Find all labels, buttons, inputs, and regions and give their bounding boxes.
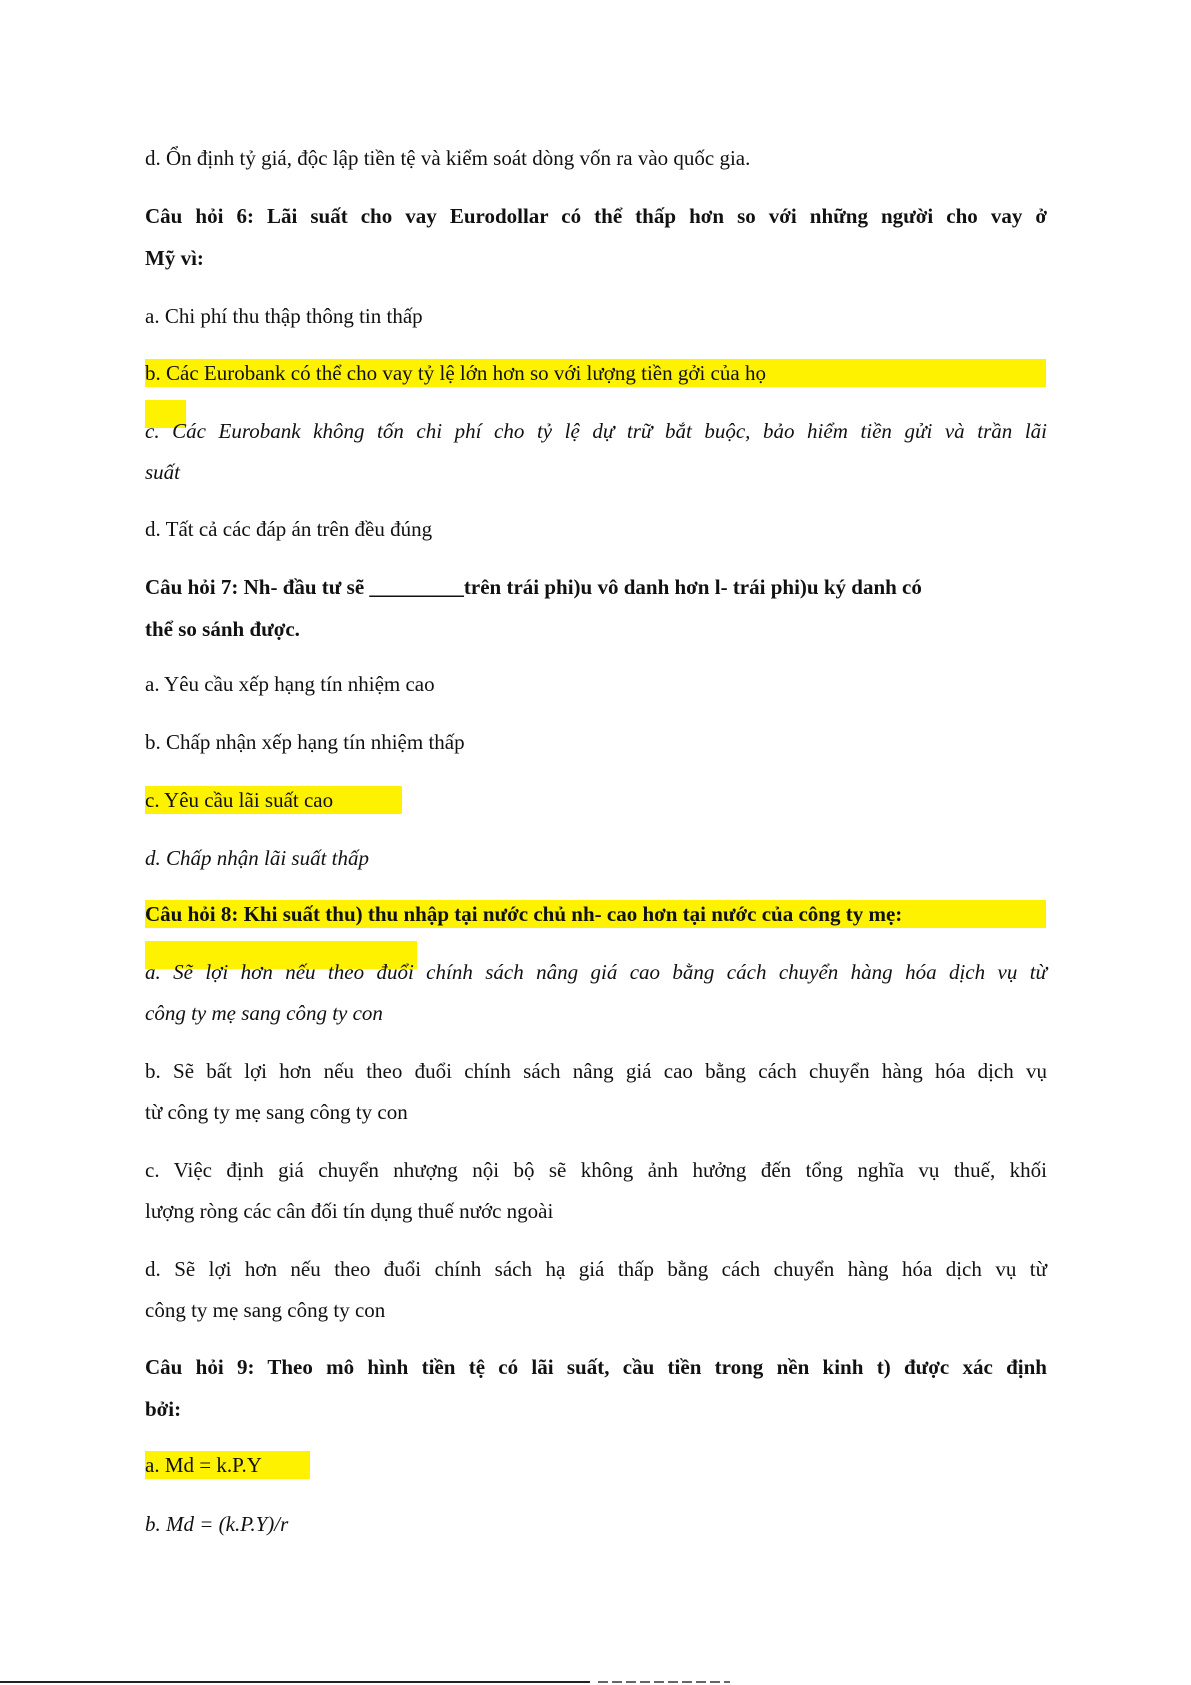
- q6-option-c-line-1: c. Các Eurobank không tốn chi phí cho tỷ lệ dự trữ bắt buộc, bảo hiểm tiền gửi và trần lãi: [145, 419, 1047, 443]
- footer-rule: [0, 1681, 590, 1683]
- q9-option-b: b. Md = (k.P.Y)/r: [145, 1512, 289, 1536]
- q9-question-line-1: Câu hỏi 9: Theo mô hình tiền tệ có lãi suất, cầu tiền trong nền kinh t) được xác định: [145, 1355, 1047, 1379]
- q9-question-line-2: bởi:: [145, 1397, 182, 1421]
- q7-option-d: d. Chấp nhận lãi suất thấp: [145, 846, 370, 870]
- q6-question-line-1: Câu hỏi 6: Lãi suất cho vay Eurodollar có thể thấp hơn so với những người cho vay ở: [145, 204, 1047, 228]
- q8-option-d-line-1: d. Sẽ lợi hơn nếu theo đuổi chính sách hạ giá thấp bằng cách chuyển hàng hóa dịch vụ từ: [145, 1257, 1047, 1281]
- q7-option-b: b. Chấp nhận xếp hạng tín nhiệm thấp: [145, 730, 465, 754]
- q7-question-line-1: Câu hỏi 7: Nh- đầu tư sẽ _________trên trái phi)u vô danh hơn l- trái phi)u ký danh có: [145, 575, 922, 599]
- q8-option-d-line-2: công ty mẹ sang công ty con: [145, 1298, 386, 1322]
- q6-option-c-line-2: suất: [145, 460, 181, 484]
- q8-option-c-line-2: lượng ròng các cân đối tín dụng thuế nước ngoài: [145, 1199, 554, 1223]
- q6-question-line-2: Mỹ vì:: [145, 246, 204, 270]
- q7-option-a: a. Yêu cầu xếp hạng tín nhiệm cao: [145, 672, 435, 696]
- q6-option-a: a. Chi phí thu thập thông tin thấp: [145, 304, 423, 328]
- q8-question: Câu hỏi 8: Khi suất thu) thu nhập tại nước chủ nh- cao hơn tại nước của công ty mẹ:: [145, 902, 903, 926]
- q8-option-b-line-2: từ công ty mẹ sang công ty con: [145, 1100, 408, 1124]
- q7-question-line-2: thể so sánh được.: [145, 617, 300, 641]
- q6-option-d: d. Tất cả các đáp án trên đều đúng: [145, 517, 433, 541]
- q8-option-b-line-1: b. Sẽ bất lợi hơn nếu theo đuổi chính sách nâng giá cao bằng cách chuyển hàng hóa dịch vụ: [145, 1059, 1047, 1083]
- footer-dash-divider: [598, 1681, 730, 1683]
- q8-option-a-line-1: a. Sẽ lợi hơn nếu theo đuổi chính sách nâng giá cao bằng cách chuyển hàng hóa dịch vụ từ: [145, 960, 1047, 984]
- q8-option-a-line-2: công ty mẹ sang công ty con: [145, 1001, 383, 1025]
- q5-option-d: d. Ổn định tỷ giá, độc lập tiền tệ và kiểm soát dòng vốn ra vào quốc gia.: [145, 146, 751, 170]
- q6-option-b: b. Các Eurobank có thể cho vay tỷ lệ lớn hơn so với lượng tiền gởi của họ: [145, 361, 766, 385]
- q7-option-c: c. Yêu cầu lãi suất cao: [145, 788, 334, 812]
- q8-option-c-line-1: c. Việc định giá chuyển nhượng nội bộ sẽ không ảnh hưởng đến tổng nghĩa vụ thuế, khối: [145, 1158, 1047, 1182]
- q9-option-a: a. Md = k.P.Y: [145, 1453, 262, 1477]
